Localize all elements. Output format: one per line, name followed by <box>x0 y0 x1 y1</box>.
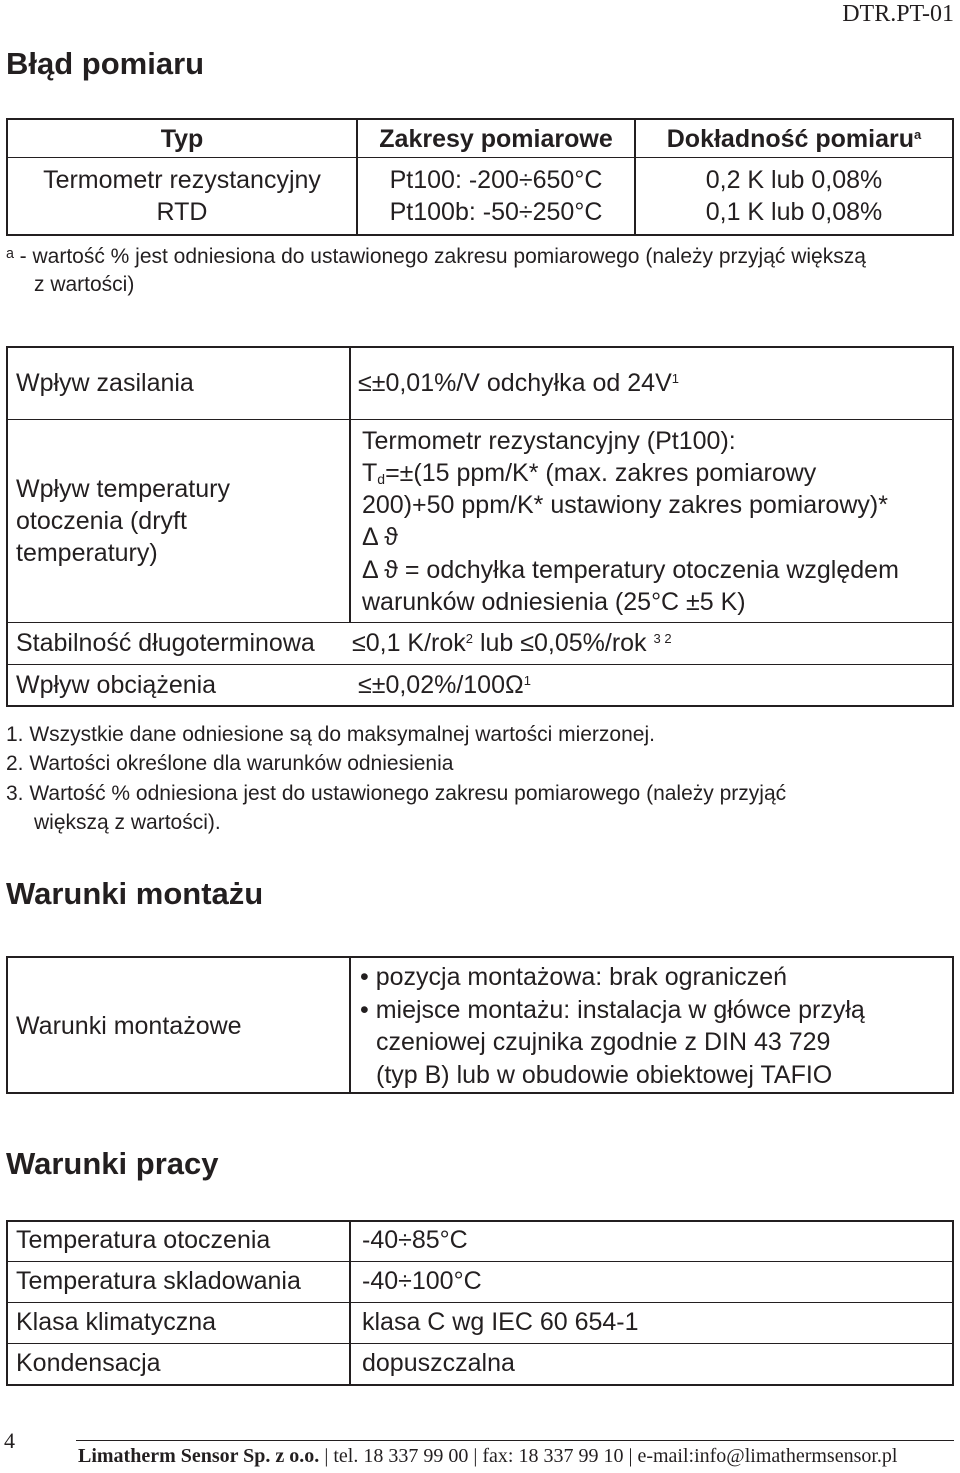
header-accuracy <box>636 123 952 155</box>
temp-value-line-3: 200)+50 ppm/K* ustawiony zakres pomiarowy)* <box>362 491 888 519</box>
page-number: 4 <box>4 1428 15 1453</box>
temp-symbol-d: d <box>377 471 386 487</box>
operating-row-value: klasa C wg IEC 60 654-1 <box>362 1308 639 1336</box>
supply-influence-text: ≤±0,01%/V odchyłka od 24V <box>358 369 672 397</box>
accuracy-line-2: 0,1 K lub 0,08% <box>705 198 883 226</box>
mounting-place-continued-1: czeniowej czujnika zgodnie z DIN 43 729 <box>376 1028 831 1056</box>
footnote-a-line-1: ᵃ - wartość % jest odniesiona do ustawionego zakresu pomiarowego (należy przyjąć większą <box>6 245 866 268</box>
stability-value-a: ≤0,1 K/rok <box>352 629 466 657</box>
header-accuracy-label: Dokładność pomiaru <box>666 125 915 153</box>
operating-row-label: Temperatura otoczenia <box>16 1226 271 1254</box>
note-3-continued: większą z wartości). <box>34 811 221 834</box>
stability-ref-b: 3 2 <box>653 631 672 646</box>
footer-separator: | <box>628 1445 638 1467</box>
footnote-marker-a: a <box>914 127 922 142</box>
temp-value-line-4: Δ ϑ <box>362 523 398 551</box>
operating-row-value: dopuszczalna <box>362 1349 515 1377</box>
operating-row-value: -40÷100°C <box>362 1267 482 1295</box>
mounting-position-item: • pozycja montażowa: brak ograniczeń <box>360 961 787 993</box>
header-type: Typ <box>160 125 204 153</box>
operating-row-label: Klasa klimatyczna <box>16 1308 217 1336</box>
note-1: 1. Wszystkie dane odniesione są do maksymalnej wartości mierzonej. <box>6 723 655 746</box>
supply-influence-label: Wpływ zasilania <box>16 369 194 397</box>
stability-label: Stabilność długoterminowa <box>16 629 315 657</box>
supply-note-ref: 1 <box>671 371 679 386</box>
stability-value-b: lub ≤0,05%/rok <box>473 629 647 657</box>
mounting-place-item: • miejsce montażu: instalacja w główce przyłą <box>360 994 865 1026</box>
type-line-2: RTD <box>156 198 208 226</box>
stability-value <box>352 627 672 659</box>
supply-influence-value <box>358 367 679 399</box>
mounting-place-continued-2: (typ B) lub w obudowie obiektowej TAFIO <box>376 1061 833 1089</box>
range-pt100: Pt100: -200÷650°C <box>389 166 603 194</box>
load-influence-value <box>358 669 531 701</box>
temp-value-line-2 <box>362 457 816 489</box>
footer-email[interactable]: e-mail:info@limathermsensor.pl <box>637 1445 898 1467</box>
footnote-a-line-2: z wartości) <box>34 273 135 296</box>
load-influence-text: ≤±0,02%/100Ω <box>358 671 524 699</box>
note-2: 2. Wartości określone dla warunków odniesienia <box>6 752 454 775</box>
section-title-mounting: Warunki montażu <box>6 876 264 911</box>
temp-influence-label-3: temperatury) <box>16 539 158 567</box>
type-line-1: Termometr rezystancyjny <box>43 166 321 194</box>
load-note-ref: 1 <box>523 673 531 688</box>
section-title-operating: Warunki pracy <box>6 1146 219 1181</box>
accuracy-line-1: 0,2 K lub 0,08% <box>705 166 883 194</box>
footer-contact <box>78 1444 897 1468</box>
footer-separator: | <box>324 1445 334 1467</box>
note-3: 3. Wartość % odniesiona jest do ustawionego zakresu pomiarowego (należy przyjąć <box>6 782 787 805</box>
temp-value-line-6: warunków odniesienia (25°C ±5 K) <box>362 588 746 616</box>
temp-influence-label-1: Wpływ temperatury <box>16 475 230 503</box>
section-title-measurement-error: Błąd pomiaru <box>6 46 205 81</box>
operating-row-label: Temperatura skladowania <box>16 1267 301 1295</box>
footer-fax: fax: 18 337 99 10 <box>482 1445 624 1467</box>
temp-influence-label-2: otoczenia (dryft <box>16 507 187 535</box>
operating-row-label: Kondensacja <box>16 1349 161 1377</box>
footer-company: Limatherm Sensor Sp. z o.o. <box>78 1445 320 1467</box>
mounting-label: Warunki montażowe <box>16 1012 242 1040</box>
temp-formula: =±(15 ppm/K* (max. zakres pomiarowy <box>385 459 817 487</box>
operating-row-value: -40÷85°C <box>362 1226 468 1254</box>
document-code: DTR.PT-01 <box>842 1 954 27</box>
footer-separator: | <box>473 1445 483 1467</box>
stability-ref-a: 2 <box>465 631 474 646</box>
range-pt100b: Pt100b: -50÷250°C <box>389 198 603 226</box>
footer-phone: tel. 18 337 99 00 <box>333 1445 469 1467</box>
load-influence-label: Wpływ obciążenia <box>16 671 217 699</box>
temp-symbol-T: T <box>362 459 378 487</box>
temp-value-line-1: Termometr rezystancyjny (Pt100): <box>362 427 736 455</box>
temp-value-line-5: Δ ϑ = odchyłka temperatury otoczenia względem <box>362 556 899 584</box>
header-ranges: Zakresy pomiarowe <box>379 125 613 153</box>
